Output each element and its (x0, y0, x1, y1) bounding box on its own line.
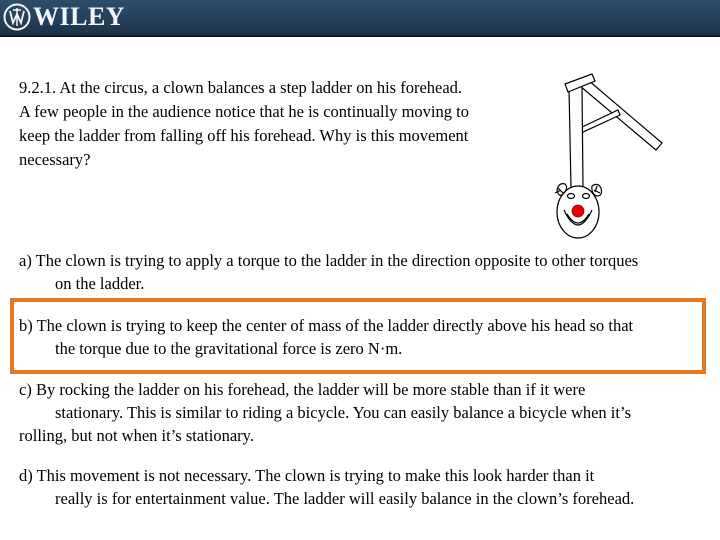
option-d-line1: d) This movement is not necessary. The clown is trying to make this look harder than it (19, 466, 595, 485)
answer-option-d[interactable] (19, 464, 714, 510)
option-b-line1: b) The clown is trying to keep the center of mass of the ladder directly above his head so that (19, 316, 634, 335)
option-a-line2: on the ladder. (55, 274, 145, 293)
option-c-line3: rolling, but not when it’s stationary. (19, 426, 254, 445)
wiley-emblem-icon (3, 3, 31, 31)
question-text (19, 76, 529, 172)
answer-option-c[interactable] (19, 378, 714, 447)
option-d-line2: really is for entertainment value. The ladder will easily balance in the clown’s forehead. (55, 489, 635, 508)
option-c-line2: stationary. This is similar to riding a bicycle. You can easily balance a bicycle when it’s (55, 403, 631, 422)
question-line: necessary? (19, 150, 91, 169)
question-line: keep the ladder from falling off his forehead. Why is this movement (19, 126, 469, 145)
clown-ladder-illustration (540, 60, 680, 250)
question-line: 9.2.1. At the circus, a clown balances a step ladder on his forehead. (19, 78, 463, 97)
question-line: A few people in the audience notice that he is continually moving to (19, 102, 469, 121)
header-bar (0, 0, 720, 37)
answer-option-a[interactable] (19, 249, 709, 295)
option-c-line1: c) By rocking the ladder on his forehead, the ladder will be more stable than if it were (19, 380, 586, 399)
option-a-line1: a) The clown is trying to apply a torque to the ladder in the direction opposite to other torques (19, 251, 639, 270)
wiley-logo (3, 2, 125, 32)
option-b-line2: the torque due to the gravitational force is zero N·m. (55, 339, 403, 358)
answer-option-b[interactable] (19, 314, 709, 360)
brand-name: WILEY (33, 2, 126, 31)
